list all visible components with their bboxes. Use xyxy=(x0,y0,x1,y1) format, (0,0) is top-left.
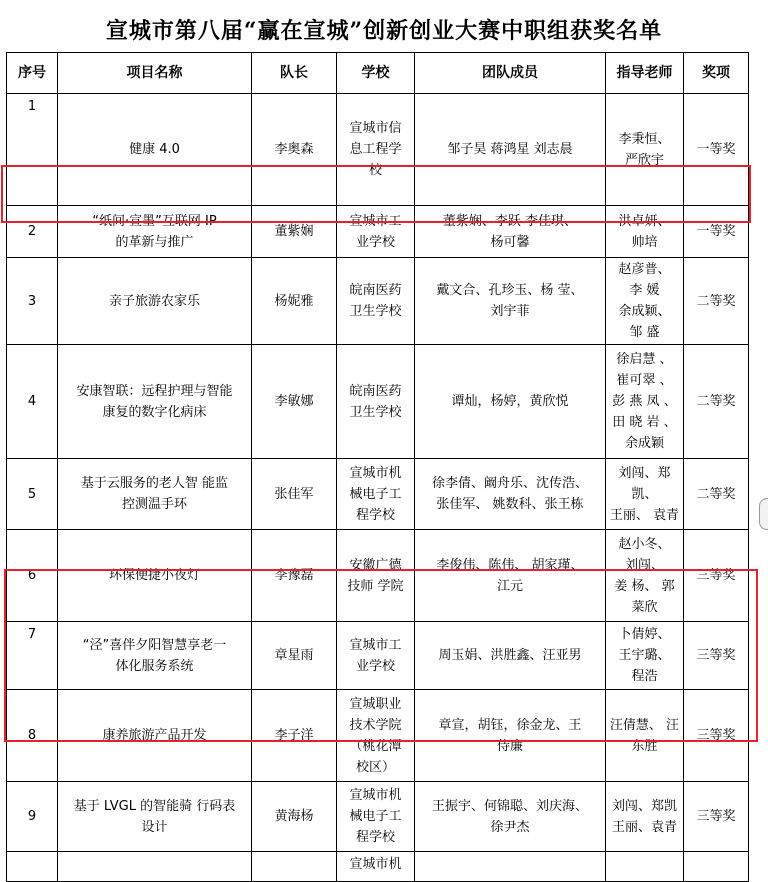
advisors-cell xyxy=(606,94,684,206)
seq-cell: 8 xyxy=(7,690,58,782)
advisors-cell xyxy=(606,690,684,782)
school-cell xyxy=(337,94,415,206)
header-school: 学校 xyxy=(337,53,415,94)
members-cell xyxy=(415,782,606,852)
school-text: 安徽广德 技师 学院 xyxy=(347,557,404,594)
project-cell xyxy=(58,206,252,258)
leader-cell: 张佳军 xyxy=(252,459,337,530)
award-cell: 三等奖 xyxy=(684,690,749,782)
table-row xyxy=(7,94,749,206)
members-cell xyxy=(415,690,606,782)
advisors-text: 汪倩慧、 汪 东胜 xyxy=(609,717,680,754)
seq-cell: 1 xyxy=(7,94,58,206)
leader-cell: 黄海杨 xyxy=(252,782,337,852)
members-cell xyxy=(415,622,606,690)
project-cell xyxy=(58,852,252,882)
scroll-edge-handle[interactable] xyxy=(759,498,768,530)
advisors-text: 赵小冬、 刘闯、 姜 杨、 郭 菜欣 xyxy=(614,536,675,615)
school-cell xyxy=(337,622,415,690)
award-cell: 三等奖 xyxy=(684,782,749,852)
award-cell: 三等奖 xyxy=(684,530,749,622)
leader-cell: 章星雨 xyxy=(252,622,337,690)
school-cell xyxy=(337,690,415,782)
school-text: 宣城职业 技术学院 （桃花潭 校区） xyxy=(349,696,402,775)
members-text: 王振宇、何锦聪、刘庆海、 徐尹杰 xyxy=(431,798,588,835)
project-cell xyxy=(58,690,252,782)
award-cell: 一等奖 xyxy=(684,206,749,258)
project-text: 基于云服务的老人智 能监 控测温手环 xyxy=(80,476,229,512)
table-row xyxy=(7,206,749,258)
members-text: 章宣，胡钰，徐金龙、王 侍廉 xyxy=(438,717,582,754)
project-text: “泾”喜伴夕阳智慧享老一 体化服务系统 xyxy=(82,637,227,674)
table-row xyxy=(7,690,749,782)
project-text: 基于 LVGL 的智能骑 行码表 设计 xyxy=(73,798,236,835)
project-cell xyxy=(58,345,252,459)
advisors-text: 洪卓妍、 帅培 xyxy=(618,213,671,250)
award-cell: 一等奖 xyxy=(684,94,749,206)
seq-cell: 6 xyxy=(7,530,58,622)
leader-cell: 李奥森 xyxy=(252,94,337,206)
school-text: 宣城市机 械电子工 程学校 xyxy=(349,465,402,523)
seq-cell: 7 xyxy=(7,622,58,690)
members-cell xyxy=(415,258,606,345)
members-text: 李俊伟、陈伟、 胡家瑾、 江元 xyxy=(436,557,584,594)
members-cell xyxy=(415,459,606,530)
school-text: 宣城市机 械电子工 程学校 xyxy=(349,788,402,845)
header-leader: 队长 xyxy=(252,53,337,94)
members-text: 戴文合、孔珍玉、杨 莹、 刘宇菲 xyxy=(436,283,584,319)
advisors-text: 刘闯、郑凯 王丽、袁青 xyxy=(611,798,677,835)
award-cell: 二等奖 xyxy=(684,258,749,345)
seq-cell: 4 xyxy=(7,345,58,459)
advisors-cell xyxy=(606,530,684,622)
page-title: 宣城市第八届“赢在宣城”创新创业大赛中职组获奖名单 xyxy=(105,18,663,44)
members-cell xyxy=(415,852,606,882)
leader-cell: 董紫娴 xyxy=(252,206,337,258)
table-row xyxy=(7,622,749,690)
advisors-cell xyxy=(606,345,684,459)
advisors-cell xyxy=(606,459,684,530)
header-advisors: 指导老师 xyxy=(606,53,684,94)
leader-cell: 杨妮雅 xyxy=(252,258,337,345)
school-text: 宣城市工 业学校 xyxy=(349,213,402,250)
table-row xyxy=(7,459,749,530)
members-cell xyxy=(415,345,606,459)
award-cell: 三等奖 xyxy=(684,622,749,690)
seq-cell: 5 xyxy=(7,459,58,530)
advisors-cell xyxy=(606,258,684,345)
header-seq: 序号 xyxy=(7,53,58,94)
project-text: 环保便捷小夜灯 xyxy=(108,568,200,583)
leader-cell: 李子洋 xyxy=(252,690,337,782)
project-cell xyxy=(58,258,252,345)
advisors-text: 李秉恒、 严欣宇 xyxy=(618,131,671,168)
table-row xyxy=(7,782,749,852)
advisors-text: 赵彦普、 李 媛 余成颖、 邹 盛 xyxy=(618,262,671,340)
school-cell xyxy=(337,530,415,622)
project-text: 亲子旅游农家乐 xyxy=(108,293,200,309)
table-row xyxy=(7,345,749,459)
leader-cell: 李敏娜 xyxy=(252,345,337,459)
seq-cell: 2 xyxy=(7,206,58,258)
award-cell: 二等奖 xyxy=(684,345,749,459)
project-text: 安康智联：远程护理与智能 康复的数字化病床 xyxy=(76,383,233,420)
school-cell: 宣城市机 xyxy=(337,852,415,882)
project-cell xyxy=(58,622,252,690)
leader-cell xyxy=(252,852,337,882)
advisors-cell xyxy=(606,206,684,258)
table-row xyxy=(7,258,749,345)
school-cell xyxy=(337,258,415,345)
advisors-cell xyxy=(606,782,684,852)
header-award: 奖项 xyxy=(684,53,749,94)
header-project: 项目名称 xyxy=(58,53,252,94)
members-cell xyxy=(415,94,606,206)
school-text: 宣城市工 业学校 xyxy=(349,637,402,674)
project-text: “纸间·宣墨”互联网 IP 的革新与推广 xyxy=(92,213,217,250)
members-cell xyxy=(415,530,606,622)
header-row xyxy=(7,53,749,94)
project-cell xyxy=(58,782,252,852)
table-row-partial xyxy=(7,852,749,882)
school-text: 皖南医药 卫生学校 xyxy=(349,383,402,420)
school-cell xyxy=(337,345,415,459)
award-cell: 二等奖 xyxy=(684,459,749,530)
members-cell xyxy=(415,206,606,258)
project-text: 健康 4.0 xyxy=(129,142,180,157)
project-cell xyxy=(58,530,252,622)
school-cell xyxy=(337,459,415,530)
advisors-text: 刘闯、郑凯、 王丽、 袁青 xyxy=(609,465,680,523)
school-text: 宣城市信 息工程学 校 xyxy=(349,121,402,178)
members-text: 董紫娴、李跃 李佳琪、 杨可馨 xyxy=(442,213,578,250)
school-cell xyxy=(337,206,415,258)
seq-cell xyxy=(7,852,58,882)
project-text: 康养旅游产品开发 xyxy=(102,728,207,743)
school-cell xyxy=(337,782,415,852)
project-cell xyxy=(58,94,252,206)
table-row xyxy=(7,530,749,622)
header-members: 团队成员 xyxy=(415,53,606,94)
seq-cell: 3 xyxy=(7,258,58,345)
members-text: 徐李倩、阚舟乐、沈传浩、 张佳军、 姚数科、张王栋 xyxy=(431,476,588,512)
advisors-text: 徐启慧 、 崔可翠 、 彭 燕 凤 、 田 晓 岩 、 余成颖 xyxy=(612,352,677,451)
school-text: 皖南医药 卫生学校 xyxy=(349,283,402,319)
project-cell xyxy=(58,459,252,530)
award-cell xyxy=(684,852,749,882)
members-text: 周玉娟、洪胜鑫、汪亚男 xyxy=(438,648,582,663)
seq-cell: 9 xyxy=(7,782,58,852)
advisors-cell xyxy=(606,622,684,690)
advisors-text: 卜倩婷、 王宇璐、 程浩 xyxy=(618,627,671,684)
leader-cell: 李豫磊 xyxy=(252,530,337,622)
members-text: 邹子昊 蒋鸿星 刘志晨 xyxy=(447,142,573,157)
award-table xyxy=(6,52,749,882)
advisors-cell xyxy=(606,852,684,882)
members-text: 谭灿，杨婷，黄欣悦 xyxy=(451,394,569,409)
